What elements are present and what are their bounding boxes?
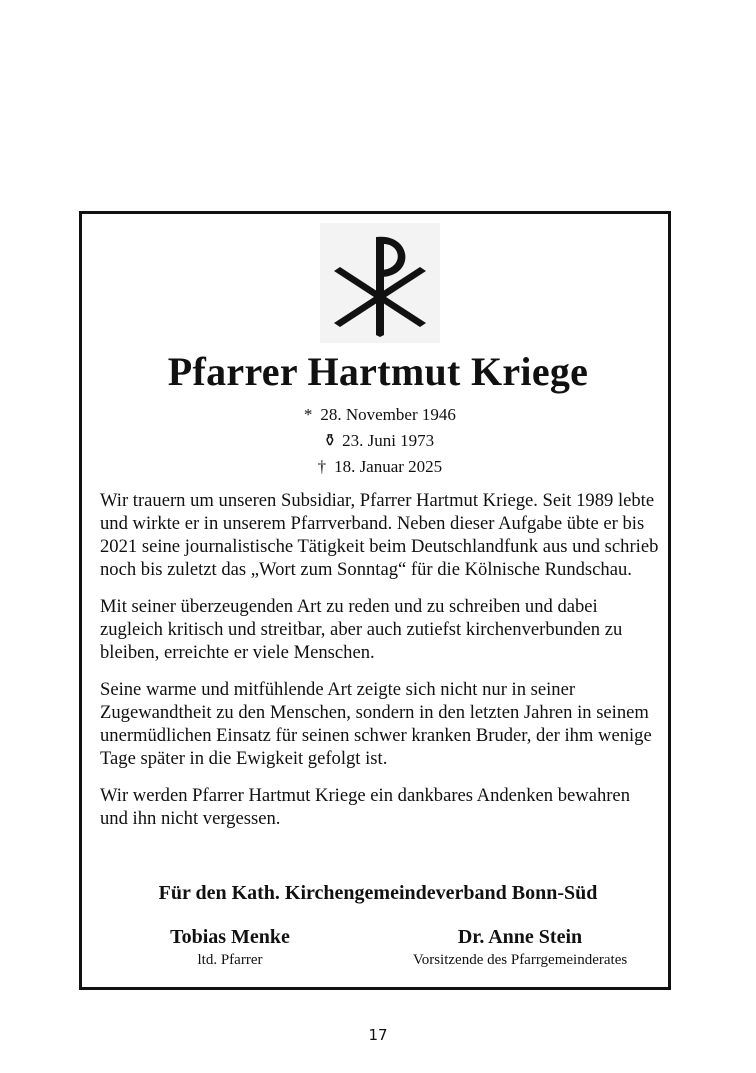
signatory-role: Vorsitzende des Pfarrgemeinderates <box>412 952 628 968</box>
ordination-date: ⚱ 23. Juni 1973 <box>79 428 677 454</box>
paragraph: Wir werden Pfarrer Hartmut Kriege ein dankbares Andenken bewahren und ihn nicht vergessen. <box>100 785 630 829</box>
deceased-name: Pfarrer Hartmut Kriege <box>167 349 589 394</box>
paragraph: Wir trauern um unseren Subsidiar, Pfarrer Hartmut Kriege. Seit 1989 lebte und wirkte er in unserem Pfarrverband. Neben dieser Aufgabe übte er bis 2021 seine journalistische Tätigkeit beim Deutschlandfunk aus und schrieb noch bis zuletzt das „Wort zum Sonntag“ für die Kölnische Rundschau. <box>100 490 659 580</box>
signatory-name: Tobias Menke <box>170 926 290 948</box>
chi-rho-icon <box>320 223 440 343</box>
paragraph: Mit seiner überzeugenden Art zu reden und zu schreiben und dabei zugleich kritisch und streitbar, aber auch zutiefst kirchenverbunden zu bleiben, erreichte er viele Menschen. <box>100 596 623 663</box>
asterisk-icon: * <box>303 405 313 424</box>
signatory-name: Dr. Anne Stein <box>457 926 583 948</box>
birth-date: * 28. November 1946 <box>79 402 677 428</box>
organization-line: Für den Kath. Kirchengemeindeverband Bonn-Süd <box>158 882 598 904</box>
death-date: † 18. Januar 2025 <box>79 454 677 480</box>
life-dates <box>79 402 677 480</box>
paragraph: Seine warme und mitfühlende Art zeigte sich nicht nur in seiner Zugewandtheit zu den Menschen, sondern in den letzten Jahren in seinem unermüdlichen Einsatz für seinen schwer kranken Bruder, der ihm wenige Tage später in die Ewigkeit gefolgt ist. <box>100 679 652 769</box>
signatory-left <box>130 924 330 970</box>
signatory-right <box>380 924 660 970</box>
chalice-icon: ⚱ <box>322 431 337 450</box>
cross-icon: † <box>317 457 327 476</box>
obituary-text <box>100 489 662 844</box>
signatory-role: ltd. Pfarrer <box>197 952 263 968</box>
page-number: 17 <box>368 1026 388 1044</box>
